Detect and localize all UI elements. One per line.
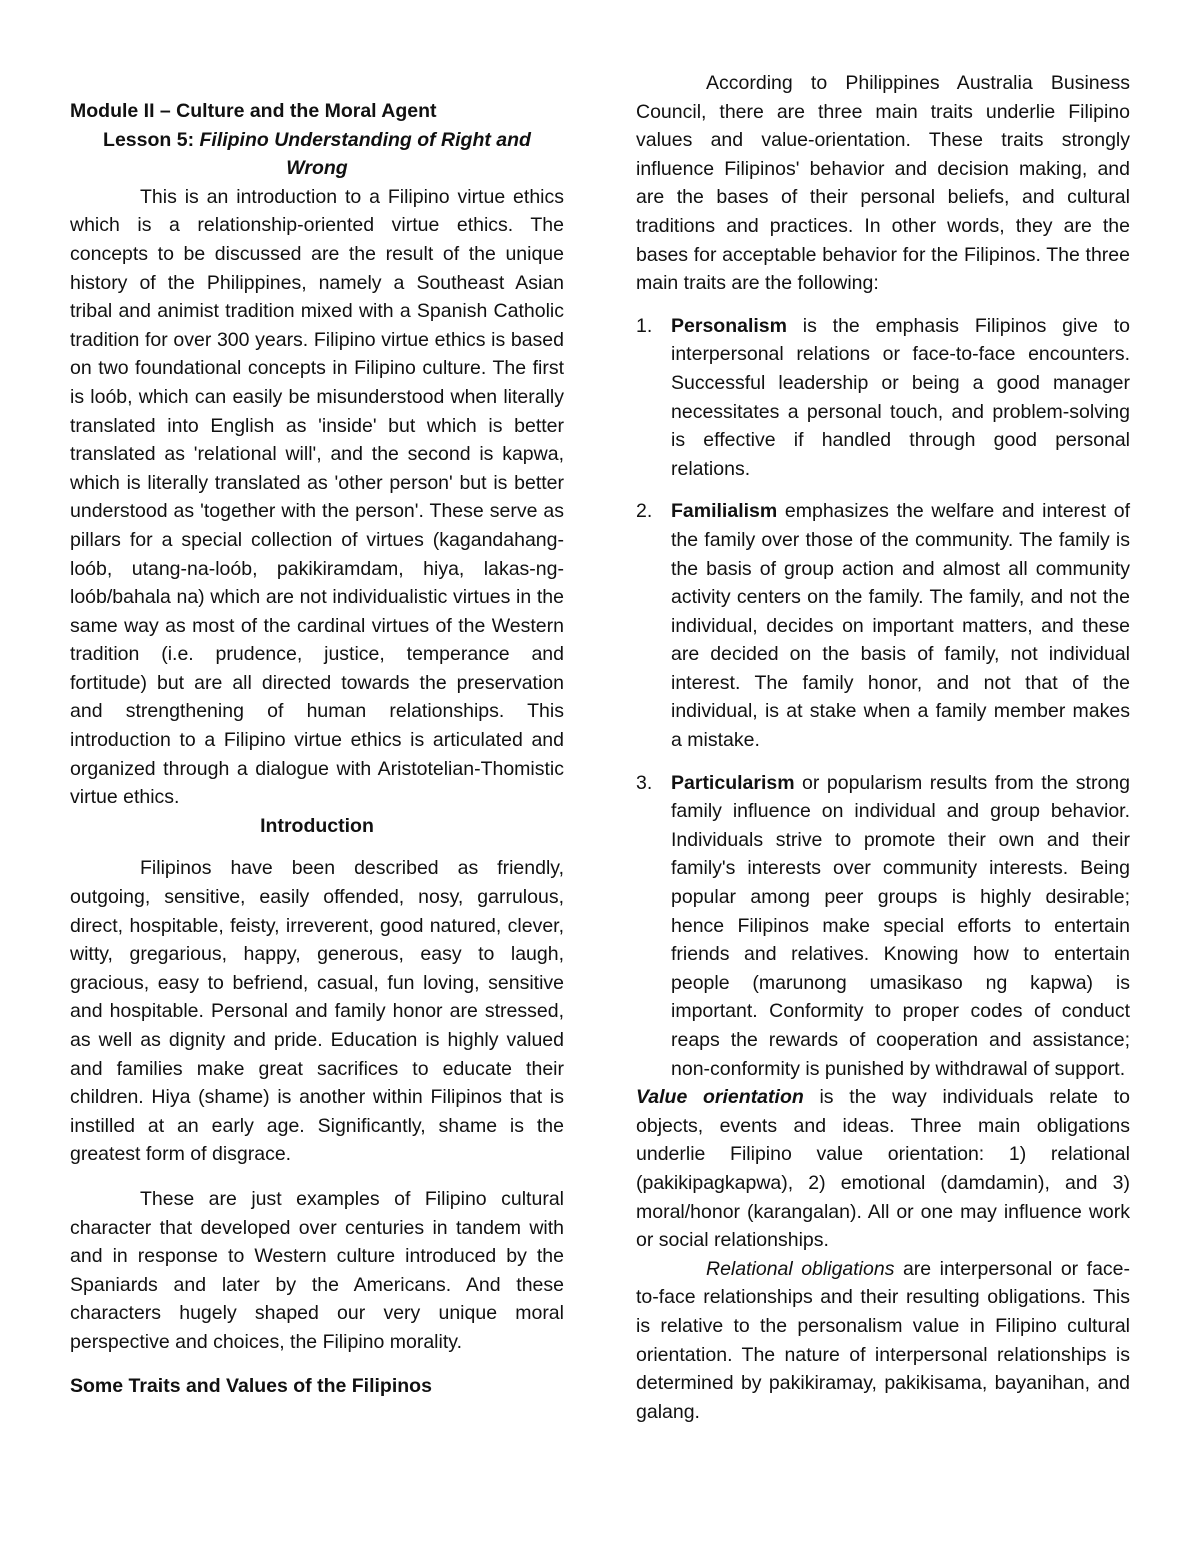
lesson-label: Lesson 5: <box>103 128 195 151</box>
value-orientation-text: is the way individuals relate to objects, events and ideas. Three main obligations underlie Filipino value orientation: 1) relational (pakikipagkapwa), 2) emotional (damdamin), and 3) moral/honor (karangalan). All or one may influence work or social relationships. <box>636 1086 1131 1252</box>
lesson-title: Filipino Understanding of Right and Wrong <box>199 128 531 180</box>
list-item <box>636 497 1130 754</box>
relational-term: Relational obligations <box>706 1257 895 1280</box>
value-orientation-term: Value orientation <box>636 1086 804 1109</box>
relational-paragraph <box>636 1255 1130 1427</box>
introduction-paragraph-1: Filipinos have been described as friendly, outgoing, sensitive, easily offended, nosy, garrulous, direct, hospitable, feisty, irreverent, good natured, clever, witty, gregarious, happy, generous, easy to laugh, gracious, easy to befriend, casual, fun loving, sensitive and hospitable. Personal and family honor are stressed, as well as dignity and pride. Education is highly valued and families make great sacrifices to educate their children. Hiya (shame) is another within Filipinos that is instilled at an early age. Significantly, shame is the greatest form of disgrace. <box>70 857 564 1166</box>
value-orientation-paragraph <box>636 1083 1130 1255</box>
relational-text: are interpersonal or face-to-face relationships and their resulting obligations. This is relative to the personalism value in Filipino cultural orientation. The nature of interpersonal relationships is determined by pakikiramay, pakikisama, bayanihan, and galang. <box>636 1257 1131 1423</box>
introduction-paragraph-2: These are just examples of Filipino cultural character that developed over centuries in tandem with and in response to Western culture introduced by the Spaniards and later by the Americans. And these characters hugely shaped our very unique moral perspective and choices, the Filipino morality. <box>70 1187 564 1353</box>
introduction-heading: Introduction <box>260 814 374 837</box>
trait-term: Familialism <box>671 500 778 523</box>
traits-heading: Some Traits and Values of the Filipinos <box>70 1374 432 1397</box>
trait-text: or popularism results from the strong family influence on individual and group behavior. Individuals strive to promote their own and their family's interests over community interests. Being popular among peer groups is highly desirable; hence Filipinos make special efforts to entertain friends and relatives. Knowing how to entertain people (marunong umasikaso ng kapwa) is important. Conformity to proper codes of conduct reaps the rewards of cooperation and assistance; non-conformity is punished by withdrawal of support. <box>671 771 1130 1080</box>
list-item <box>636 312 1130 484</box>
lesson-heading <box>70 126 564 183</box>
trait-text: is the emphasis Filipinos give to interpersonal relations or face-to-face encounters. Successful leadership or being a good manager necessitates a personal touch, and problem-solving is effective if handled through good personal relations. <box>671 314 1130 480</box>
traits-list <box>636 312 1130 1083</box>
trait-term: Personalism <box>671 314 787 337</box>
intro-paragraph: This is an introduction to a Filipino virtue ethics which is a relationship-oriented virtue ethics. The concepts to be discussed are the result of the unique history of the Philippines, namely a Southeast Asian tribal and animist tradition mixed with a Spanish Catholic tradition for over 300 years. Filipino virtue ethics is based on two foundational concepts in Filipino culture. The first is loób, which can easily be misunderstood when literally translated into English as 'inside' but which is better translated as 'relational will', and the second is kapwa, which is literally translated as 'other person' but is better understood as 'together with the person'. These serve as pillars for a special collection of virtues (kagandahang-loób, utang-na-loób, pakikiramdam, hiya, lakas-ng-loób/bahala na) which are not individualistic virtues in the same way as most of the cardinal virtues of the Western tradition (i.e. prudence, justice, temperance and fortitude) but are all directed towards the preservation and strengthening of human relationships. This introduction to a Filipino virtue ethics is articulated and organized through a dialogue with Aristotelian-Thomistic virtue ethics. <box>70 185 564 809</box>
left-column <box>70 0 564 1400</box>
right-column <box>636 0 1130 1426</box>
list-number: 3. <box>636 771 653 794</box>
opening-paragraph: According to Philippines Australia Business Council, there are three main traits underlie Filipino values and value-orientation. These traits strongly influence Filipinos' behavior and decision making, and are the bases of their personal beliefs, and cultural traditions and practices. In other words, they are the bases for acceptable behavior for the Filipinos. The three main traits are the following: <box>636 72 1130 295</box>
list-item <box>636 769 1130 1084</box>
module-title: Module II – Culture and the Moral Agent <box>70 100 437 122</box>
trait-term: Particularism <box>671 771 795 794</box>
list-number: 1. <box>636 314 653 337</box>
trait-text: emphasizes the welfare and interest of the family over those of the community. The family is the basis of group action and almost all community activity centers on the family. The family, and not the individual, decides on important matters, and these are decided on the basis of family, not individual interest. The family honor, and not that of the individual, is at stake when a family member makes a mistake. <box>671 500 1130 752</box>
list-number: 2. <box>636 500 653 523</box>
